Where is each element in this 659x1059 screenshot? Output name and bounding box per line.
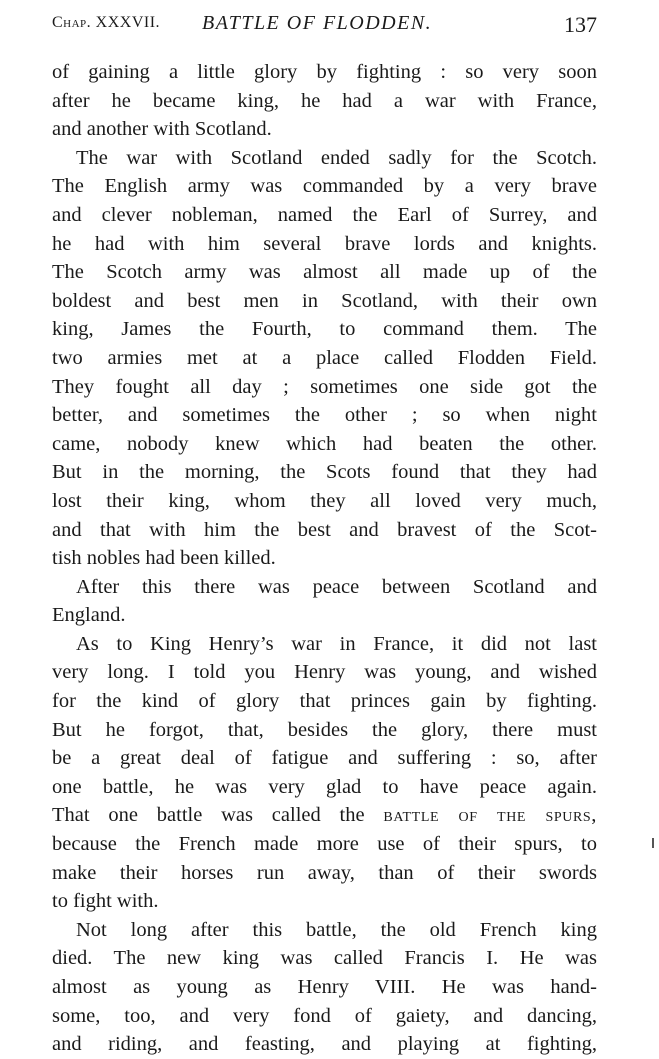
text-line: after he became king, he had a war with France, (52, 89, 597, 112)
text-line: make their horses run away, than of their swords (52, 861, 597, 884)
text-line: king, James the Fourth, to command them. The (52, 318, 597, 341)
text-line: be a great deal of fatigue and suffering : so, after (52, 747, 597, 770)
text-line: came, nobody knew which had beaten the other. (52, 432, 597, 455)
text-line: and riding, and feasting, and playing at fighting, (52, 1033, 597, 1056)
text-line: and that with him the best and bravest of the Scot- (52, 518, 597, 541)
text-line: tish nobles had been killed. (52, 547, 276, 570)
text-line: and another with Scotland. (52, 118, 272, 141)
text-line: The English army was commanded by a very brave (52, 175, 597, 198)
text-line: two armies met at a place called Flodden Field. (52, 346, 597, 369)
text-line: But in the morning, the Scots found that they had (52, 461, 597, 484)
text-line (52, 801, 597, 830)
text-line: he had with him several brave lords and knights. (52, 232, 597, 255)
text-line: died. The new king was called Francis I. He was (52, 947, 597, 970)
text-line: of gaining a little glory by fighting : so very soon (52, 61, 597, 83)
body-text (52, 58, 597, 1059)
running-title: BATTLE OF FLODDEN. (202, 12, 433, 34)
text-line: But he forgot, that, besides the glory, there must (52, 718, 597, 741)
text-line: boldest and best men in Scotland, with their own (52, 289, 597, 312)
chapter-label: Chap. XXXVII. (52, 14, 161, 31)
text-line: and clever nobleman, named the Earl of Surrey, and (52, 203, 597, 226)
text-line: The Scotch army was almost all made up of the (52, 261, 597, 284)
margin-mark (652, 838, 654, 848)
text-line: very long. I told you Henry was young, and wished (52, 661, 597, 684)
text-line: The war with Scotland ended sadly for the Scotch. (76, 146, 597, 169)
text-line: After this there was peace between Scotland and (76, 575, 597, 598)
page-number: 137 (564, 12, 597, 37)
text-line: better, and sometimes the other ; so when night (52, 404, 597, 427)
text-line: They fought all day ; sometimes one side got the (52, 375, 597, 398)
text-line: Not long after this battle, the old French king (76, 918, 597, 941)
small-caps-term: battle of the spurs, (383, 804, 597, 827)
running-head (52, 10, 597, 40)
text-line: some, too, and very fond of gaiety, and dancing, (52, 1004, 597, 1027)
text-line: for the kind of glory that princes gain by fighting. (52, 690, 597, 713)
text-line: As to King Henry’s war in France, it did not last (76, 632, 597, 655)
text-line: to fight with. (52, 890, 159, 913)
text-line: because the French made more use of their spurs, to (52, 833, 597, 856)
text-fragment: That one battle was called the (52, 804, 365, 827)
text-line: almost as young as Henry VIII. He was hand- (52, 976, 597, 998)
text-line: one battle, he was very glad to have peace again. (52, 775, 597, 798)
text-line: lost their king, whom they all loved very much, (52, 489, 597, 512)
text-line: England. (52, 604, 126, 627)
